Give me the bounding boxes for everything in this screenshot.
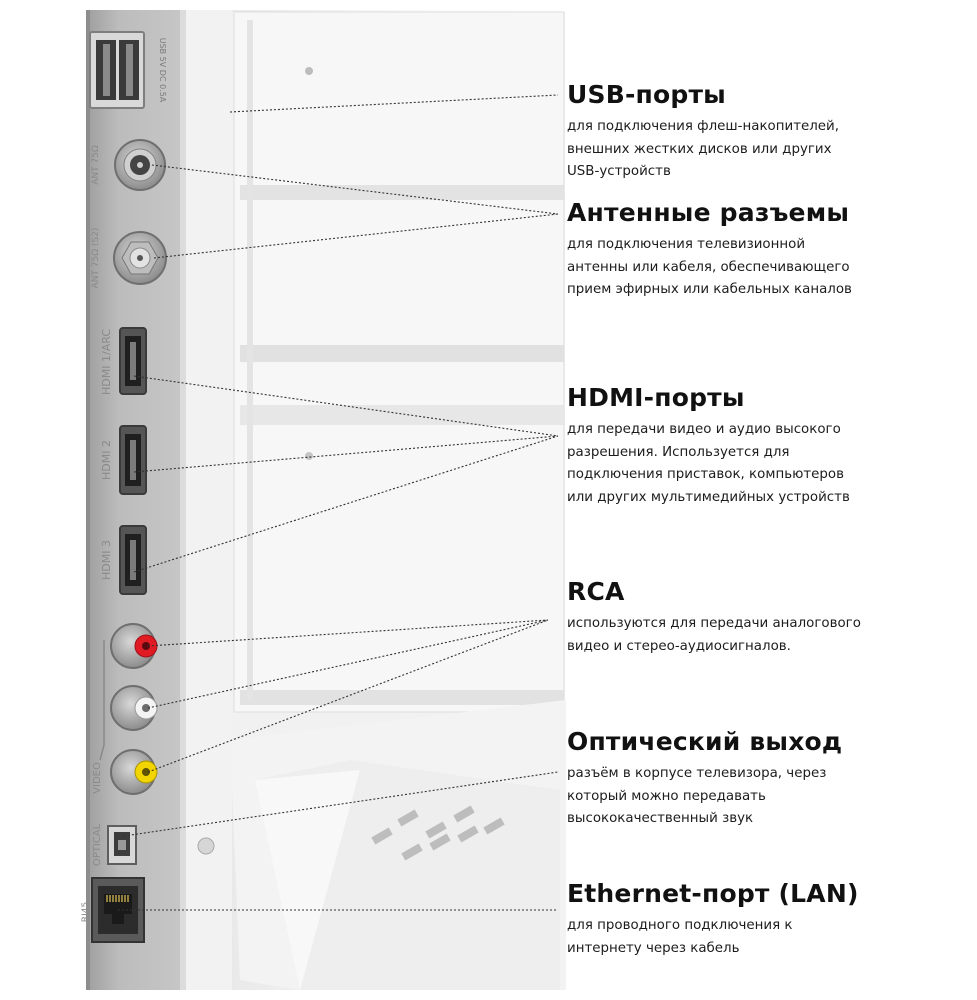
- callout-hdmi: [567, 383, 967, 509]
- callout-usb-line-1: для подключения флеш-накопителей,: [567, 119, 839, 134]
- callout-hdmi-line-2: разрешения. Используется для: [567, 444, 790, 460]
- callout-ethernet-line-2: интернету через кабель: [567, 940, 740, 956]
- antenna-port-coax: [115, 140, 165, 190]
- usb-panel-label: USB 5V DC 0.5A: [158, 37, 167, 103]
- hdmi3-label: HDMI 3: [100, 540, 113, 580]
- video-label: VIDEO: [92, 762, 103, 794]
- callout-hdmi-line-1: для передачи видео и аудио высокого: [567, 422, 841, 437]
- hdmi2-label: HDMI 2: [100, 440, 113, 480]
- hdmi1-label: HDMI 1/ARC: [100, 329, 113, 395]
- optical-port: [108, 826, 136, 864]
- callout-rca-line-2: видео и стерео-аудиосигналов.: [567, 638, 791, 654]
- rj45-label: RJ45: [81, 901, 91, 923]
- callout-ethernet-title: Ethernet-порт (LAN): [567, 879, 859, 908]
- callout-ethernet: [567, 879, 967, 960]
- callout-usb-title: USB-порты: [567, 80, 726, 109]
- callout-usb-line-2: внешних жестких дисков или других: [567, 141, 832, 157]
- callout-ethernet-line-1: для проводного подключения к: [567, 918, 793, 933]
- callout-rca: [567, 577, 967, 658]
- callout-hdmi-title: HDMI-порты: [567, 383, 745, 412]
- hdmi-port-1: [120, 328, 146, 394]
- hdmi-port-2: [120, 426, 146, 494]
- callout-usb: [567, 80, 967, 184]
- callout-optical-line-2: который можно передавать: [567, 788, 766, 804]
- tv-base: [230, 700, 566, 990]
- callout-antenna-line-3: прием эфирных или кабельных каналов: [567, 282, 852, 297]
- callout-antenna-title: Антенные разъемы: [567, 198, 850, 227]
- callout-antenna: [567, 198, 967, 302]
- callout-optical-line-3: высококачественный звук: [567, 811, 754, 826]
- callout-rca-line-1: используются для передачи аналогового: [567, 616, 861, 631]
- callout-rca-title: RCA: [567, 577, 625, 606]
- tv-back-housing: [232, 12, 565, 740]
- callout-antenna-line-1: для подключения телевизионной: [567, 237, 806, 252]
- hdmi-port-3: [120, 526, 146, 594]
- ant-label: ANT 75Ω: [91, 145, 101, 185]
- callout-antenna-line-2: антенны или кабеля, обеспечивающего: [567, 259, 850, 275]
- usb-ports: [90, 32, 144, 108]
- screw-hole: [198, 838, 214, 854]
- callout-usb-line-3: USB-устройств: [567, 164, 671, 179]
- callout-hdmi-line-3: подключения приставок, компьютеров: [567, 467, 844, 482]
- callout-optical-line-1: разъём в корпусе телевизора, через: [567, 766, 827, 781]
- optical-label: OPTICAL: [92, 823, 103, 867]
- callout-optical: [567, 727, 967, 831]
- ant-s2-label: ANT 75Ω (S2): [91, 227, 101, 289]
- callout-hdmi-line-4: или других мультимедийных устройств: [567, 489, 850, 505]
- callout-optical-title: Оптический выход: [567, 727, 843, 756]
